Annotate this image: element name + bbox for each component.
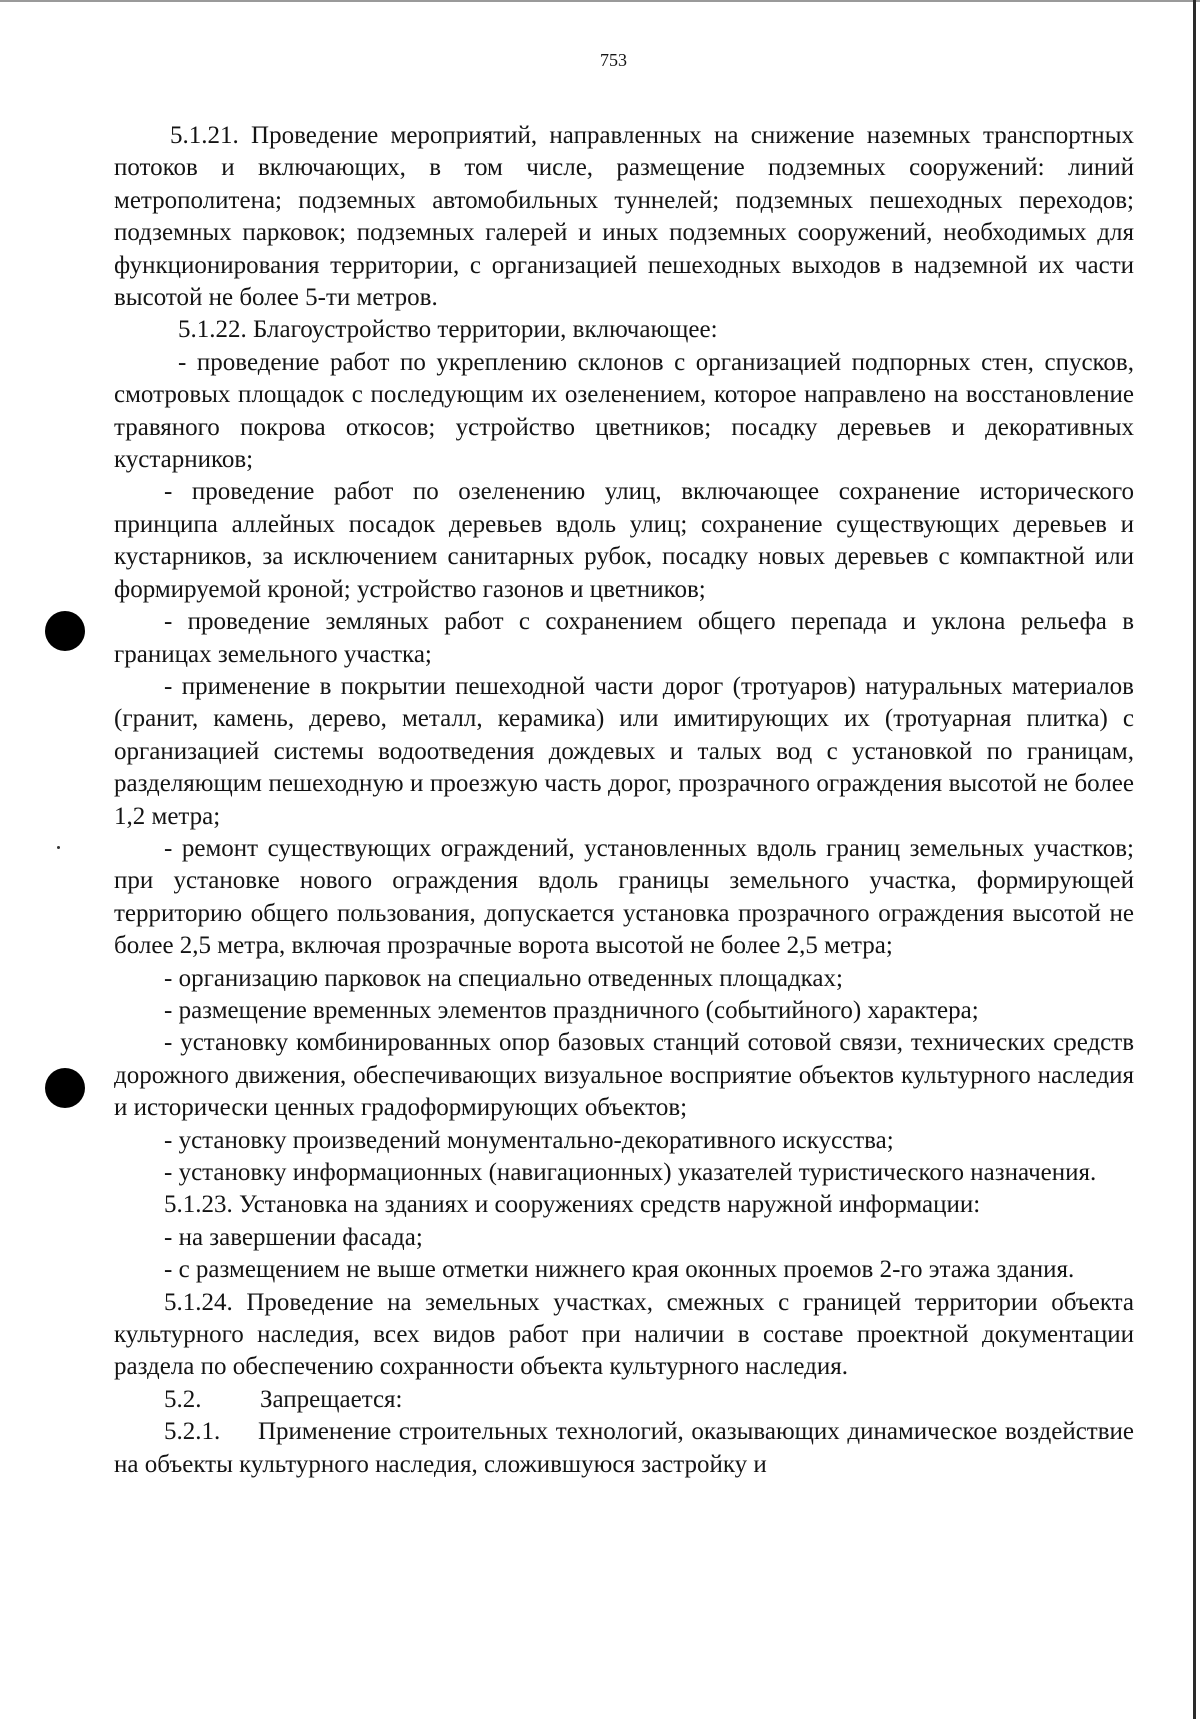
list-item-fences: - ремонт существующих ограждений, установленных вдоль границ земельных участков; при установке нового ограждения вдоль границы земельного участка, формирующей территорию общего пользования, допускается установка прозрачного ограждения высотой не более 2,5 метра, включая прозрачные ворота высотой не более 2,5 метра; bbox=[114, 834, 1134, 960]
page-right-edge bbox=[1193, 0, 1196, 1719]
section-number-5-2-1: 5.2.1. bbox=[164, 1418, 221, 1446]
scan-speck bbox=[57, 846, 60, 849]
paragraph-5-1-24: 5.1.24. Проведение на земельных участках, смежных с границей территории объекта культурного наследия, всех видов работ при наличии в составе проектной документации раздела по обеспечению сохранности объекта культурного наследия. bbox=[114, 1288, 1134, 1381]
paragraph-5-2 bbox=[114, 1384, 1134, 1416]
paragraph-5-2-1 bbox=[114, 1416, 1134, 1481]
punch-hole-upper bbox=[45, 611, 85, 651]
punch-hole-lower bbox=[45, 1068, 85, 1108]
list-item-window-level: - с размещением не выше отметки нижнего края оконных проемов 2-го этажа здания. bbox=[164, 1256, 1075, 1284]
paragraph-5-1-22: 5.1.22. Благоустройство территории, включающее: bbox=[178, 316, 718, 344]
section-number-5-2: 5.2. bbox=[164, 1385, 202, 1413]
paragraph-5-1-21: 5.1.21. Проведение мероприятий, направленных на снижение наземных транспортных потоков и включающих, в том числе, размещение подземных сооружений: линий метрополитена; подземных автомобильных туннелей; подземных пешеходных переходов; подземных парковок; подземных галерей и иных подземных сооружений, необходимых для функционирования территории, с организацией пешеходных выходов в надземной их части высотой не более 5-ти метров. bbox=[114, 122, 1134, 312]
page-top-edge bbox=[0, 0, 1200, 2]
list-item-tourist-signs: - установку информационных (навигационных) указателей туристического назначения. bbox=[164, 1159, 1097, 1186]
list-item-earthworks: - проведение земляных работ с сохранением общего перепада и уклона рельефа в границах земельного участка; bbox=[114, 608, 1134, 668]
section-text-5-2: Запрещается: bbox=[260, 1385, 403, 1413]
list-item-slopes: - проведение работ по укреплению склонов с организацией подпорных стен, спусков, смотровых площадок с последующим их озеленением, которое направлено на восстановление травяного покрова откосов; устройство цветников; посадку деревьев и декоративных кустарников; bbox=[114, 348, 1134, 474]
list-item-pavement: - применение в покрытии пешеходной части дорог (тротуаров) натуральных материалов (гранит, камень, дерево, металл, керамика) или имитирующих их (тротуарная плитка) с организацией системы водоотведения дождевых и талых вод с установкой по границам, разделяющим пешеходную и проезжую часть дорог, прозрачного ограждения высотой не более 1,2 метра; bbox=[114, 672, 1134, 830]
section-text-5-2-1: Применение строительных технологий, оказывающих динамическое воздействие на объекты культурного наследия, сложившуюся застройку и bbox=[114, 1418, 1134, 1478]
document-body bbox=[114, 120, 1134, 1481]
list-item-poles: - установку комбинированных опор базовых станций сотовой связи, технических средств дорожного движения, обеспечивающих визуальное восприятие объектов культурного наследия и исторически ценных градоформирующих объектов; bbox=[114, 1029, 1134, 1122]
paragraph-5-1-23: 5.1.23. Установка на зданиях и сооружениях средств наружной информации: bbox=[164, 1191, 981, 1219]
list-item-greening: - проведение работ по озеленению улиц, включающее сохранение исторического принципа аллейных посадок деревьев вдоль улиц; сохранение существующих деревьев и кустарников, за исключением санитарных рубок, посадку новых деревьев с компактной или формируемой кроной; устройство газонов и цветников; bbox=[114, 478, 1134, 603]
list-item-parking: - организацию парковок на специально отведенных площадках; bbox=[164, 964, 843, 992]
list-item-monumental-art: - установку произведений монументально-декоративного искусства; bbox=[164, 1126, 894, 1154]
page-number: 753 bbox=[600, 50, 627, 70]
list-item-festive: - размещение временных элементов праздничного (событийного) характера; bbox=[164, 996, 979, 1024]
list-item-facade-top: - на завершении фасада; bbox=[164, 1223, 423, 1251]
